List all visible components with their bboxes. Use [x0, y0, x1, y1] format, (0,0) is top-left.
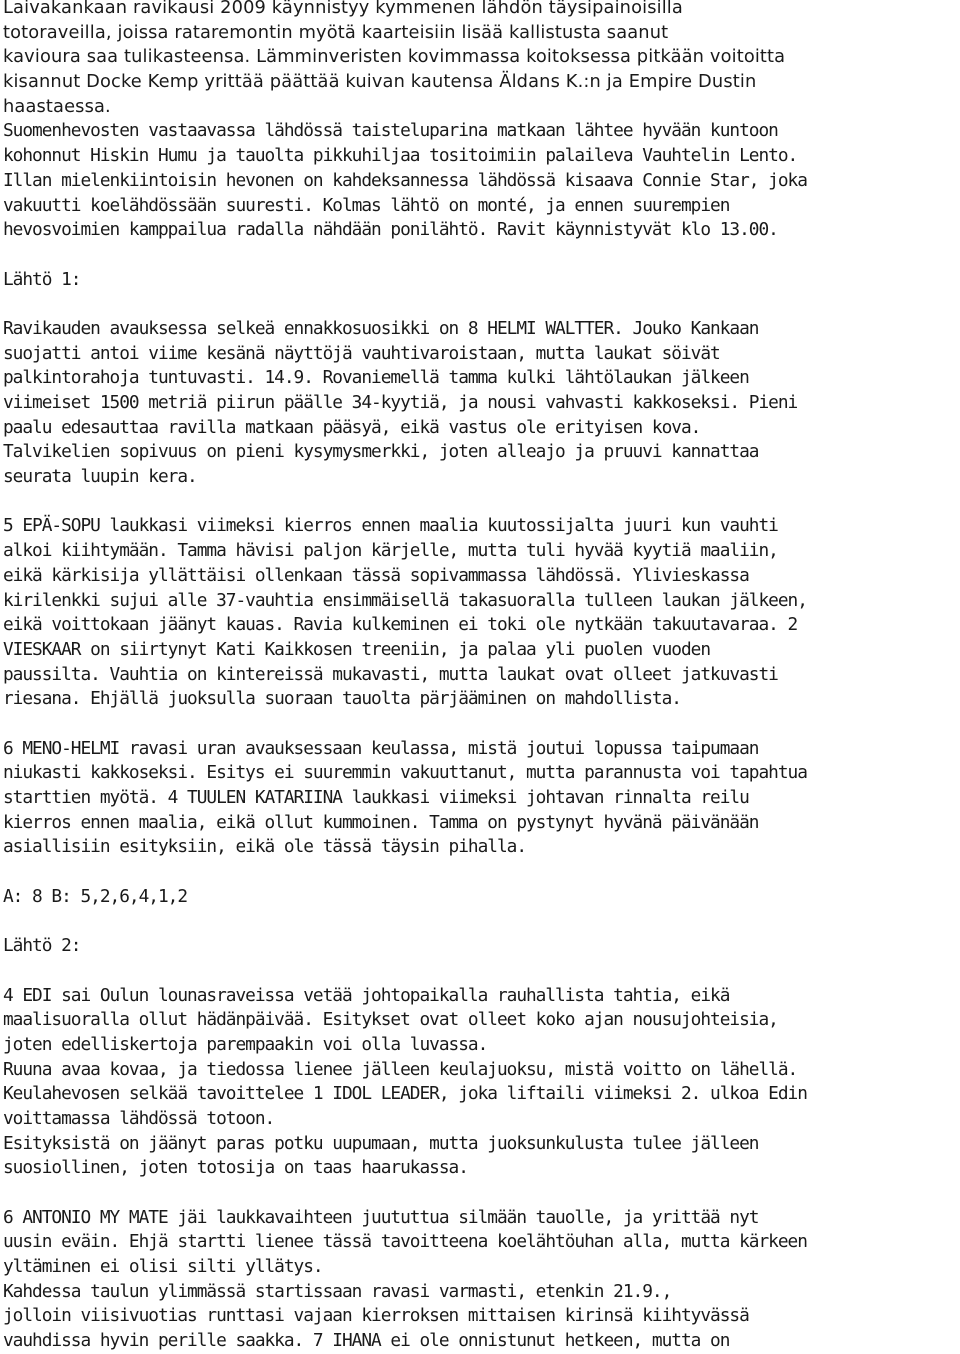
- text-line: jolloin viisivuotias runttasi vajaan kierroksen mittaisen kirinsä kiihtyvässä: [3, 1305, 749, 1327]
- text-line: voittamassa lähdössä totoon.: [3, 1107, 275, 1129]
- text-line: 5 EPÄ-SOPU laukkasi viimeksi kierros ennen maalia kuutossijalta juuri kun vauhti: [3, 515, 778, 537]
- race-1-paragraph-3: [3, 737, 959, 860]
- race-1-paragraph-1: [3, 317, 959, 490]
- text-line: hevosvoimien kamppailua radalla nähdään ponilähtö. Ravit käynnistyvät klo 13.00.: [3, 219, 778, 241]
- text-line: kavioura saa tulikasteensa. Lämminveristen kovimmassa koitoksessa pitkään voitoitta: [3, 46, 786, 68]
- paragraph-gap: [3, 243, 959, 268]
- intro-paragraph: [3, 0, 959, 243]
- text-line: Esityksistä on jäänyt paras potku uupumaan, mutta juoksunkulusta tulee jälleen: [3, 1132, 759, 1154]
- text-line: niukasti kakkoseksi. Esitys ei suuremmin vakuuttanut, mutta parannusta voi tapahtua: [3, 762, 807, 784]
- text-line: viimeiset 1500 metriä piirun päälle 34-kyytiä, ja nousi vahvasti kakkoseksi. Pieni: [3, 392, 798, 413]
- text-line: uusin eväin. Ehjä startti lienee tässä tavoitteena koelähtöuhan alla, mutta kärkeen: [3, 1231, 807, 1253]
- text-line: suojatti antoi viime kesänä näyttöjä vauhtivaroistaan, mutta laukat söivät: [3, 342, 720, 364]
- text-line: Kahdessa taulun ylimmässä startissaan ravasi varmasti, etenkin 21.9.,: [3, 1280, 672, 1302]
- paragraph-gap: [3, 860, 959, 885]
- text-line: Keulahevosen selkää tavoittelee 1 IDOL LEADER, joka liftaili viimeksi 2. ulkoa Edin: [3, 1083, 807, 1105]
- document-page: [3, 0, 959, 1354]
- text-line: Ravikauden avauksessa selkeä ennakkosuosikki on 8 HELMI WALTTER. Jouko Kankaan: [3, 317, 759, 339]
- race-2-paragraph-1: [3, 984, 959, 1182]
- race-2-paragraph-2: [3, 1206, 959, 1354]
- paragraph-gap: [3, 292, 959, 317]
- text-line: Talvikelien sopivuus on pieni kysymysmerkki, joten alleajo ja pruuvi kannattaa: [3, 441, 759, 463]
- text-line: kirilenkki sujui alle 37-vauhtia ensimmäisellä takasuoralla tulleen laukan jälkeen,: [3, 589, 807, 611]
- text-line: asiallisiin esityksiin, eikä ole tässä täysin pihalla.: [3, 836, 527, 858]
- paragraph-gap: [3, 959, 959, 984]
- text-line: VIESKAAR on siirtynyt Kati Kaikkosen treeniin, ja palaa yli puolen vuoden: [3, 638, 711, 660]
- text-line: vakuutti koelähdössään suuresti. Kolmas lähtö on monté, ja ennen suurempien: [3, 194, 730, 216]
- paragraph-gap: [3, 1181, 959, 1206]
- text-line: haastaessa.: [3, 95, 111, 117]
- text-line: eikä voittokaan jäänyt kauas. Ravia kulkeminen ei toki ole nytkään takuutavaraa. 2: [3, 614, 798, 636]
- text-line: palkintorahoja tuntuvasti. 14.9. Rovaniemellä tamma kulki lähtölaukan jälkeen: [3, 367, 749, 389]
- text-line: kohonnut Hiskin Humu ja tauolta pikkuhiljaa tositoimiin palaileva Vauhtelin Lento.: [3, 145, 798, 167]
- text-line: yltäminen ei olisi silti yllätys.: [3, 1256, 323, 1278]
- text-line: seurata luupin kera.: [3, 466, 197, 488]
- text-line: 4 EDI sai Oulun lounasraveissa vetää johtopaikalla rauhallista tahtia, eikä: [3, 984, 730, 1006]
- paragraph-gap: [3, 490, 959, 515]
- text-line: alkoi kiihtymään. Tamma hävisi paljon kärjelle, mutta tuli hyvää kyytiä maaliin,: [3, 540, 778, 562]
- text-line: paalu edesauttaa ravilla matkaan pääsyä, eikä vastus ole erityisen kova.: [3, 416, 701, 438]
- text-line: kisannut Docke Kemp yrittää päättää kuivan kautensa Äldans K.:n ja Empire Dustin: [3, 71, 757, 93]
- race-1-pick: A: 8 B: 5,2,6,4,1,2: [3, 885, 188, 907]
- race-1-paragraph-2: [3, 514, 959, 712]
- paragraph-gap: [3, 909, 959, 934]
- text-line: kierros ennen maalia, eikä ollut kummoinen. Tamma on pystynyt hyvänä päivänään: [3, 811, 759, 833]
- text-line: riesana. Ehjällä juoksulla suoraan tauolta pärjääminen on mahdollista.: [3, 688, 681, 710]
- text-line: maalisuoralla ollut hädänpäivää. Esitykset ovat olleet koko ajan nousujohteisia,: [3, 1009, 778, 1031]
- text-line: 6 ANTONIO MY MATE jäi laukkavaihteen juututtua silmään tauolle, ja yrittää nyt: [3, 1206, 759, 1228]
- text-line: starttien myötä. 4 TUULEN KATARIINA laukkasi viimeksi johtavan rinnalta reilu: [3, 787, 749, 808]
- text-line: totoraveilla, joissa rataremontin myötä kaarteisiin lisää kallistusta saanut: [3, 21, 669, 43]
- text-line: 6 MENO-HELMI ravasi uran avauksessaan keulassa, mistä joutui lopussa taipumaan: [3, 737, 759, 759]
- text-line: Suomenhevosten vastaavassa lähdössä taisteluparina matkaan lähtee hyvään kuntoon: [3, 120, 778, 142]
- text-line: vauhdissa hyvin perille saakka. 7 IHANA ei ole onnistunut hetkeen, mutta on: [3, 1330, 730, 1352]
- text-line: suosiollinen, joten totosija on taas haarukassa.: [3, 1157, 468, 1179]
- paragraph-gap: [3, 712, 959, 737]
- text-line: joten edelliskertoja parempaakin voi olla luvassa.: [3, 1033, 488, 1055]
- text-line: Laivakankaan ravikausi 2009 käynnistyy kymmenen lähdön täysipainoisilla: [3, 0, 683, 18]
- race-2-heading: Lähtö 2:: [3, 935, 81, 957]
- race-1-heading: Lähtö 1:: [3, 268, 81, 290]
- text-line: Ruuna avaa kovaa, ja tiedossa lienee jälleen keulajuoksu, mistä voitto on lähellä.: [3, 1058, 798, 1080]
- text-line: paussilta. Vauhtia on kintereissä mukavasti, mutta laukat ovat olleet jatkuvasti: [3, 663, 778, 685]
- text-line: eikä kärkisija yllättäisi ollenkaan tässä sopivammassa lähdössä. Ylivieskassa: [3, 564, 749, 586]
- text-line: Illan mielenkiintoisin hevonen on kahdeksannessa lähdössä kisaava Connie Star, joka: [3, 169, 807, 191]
